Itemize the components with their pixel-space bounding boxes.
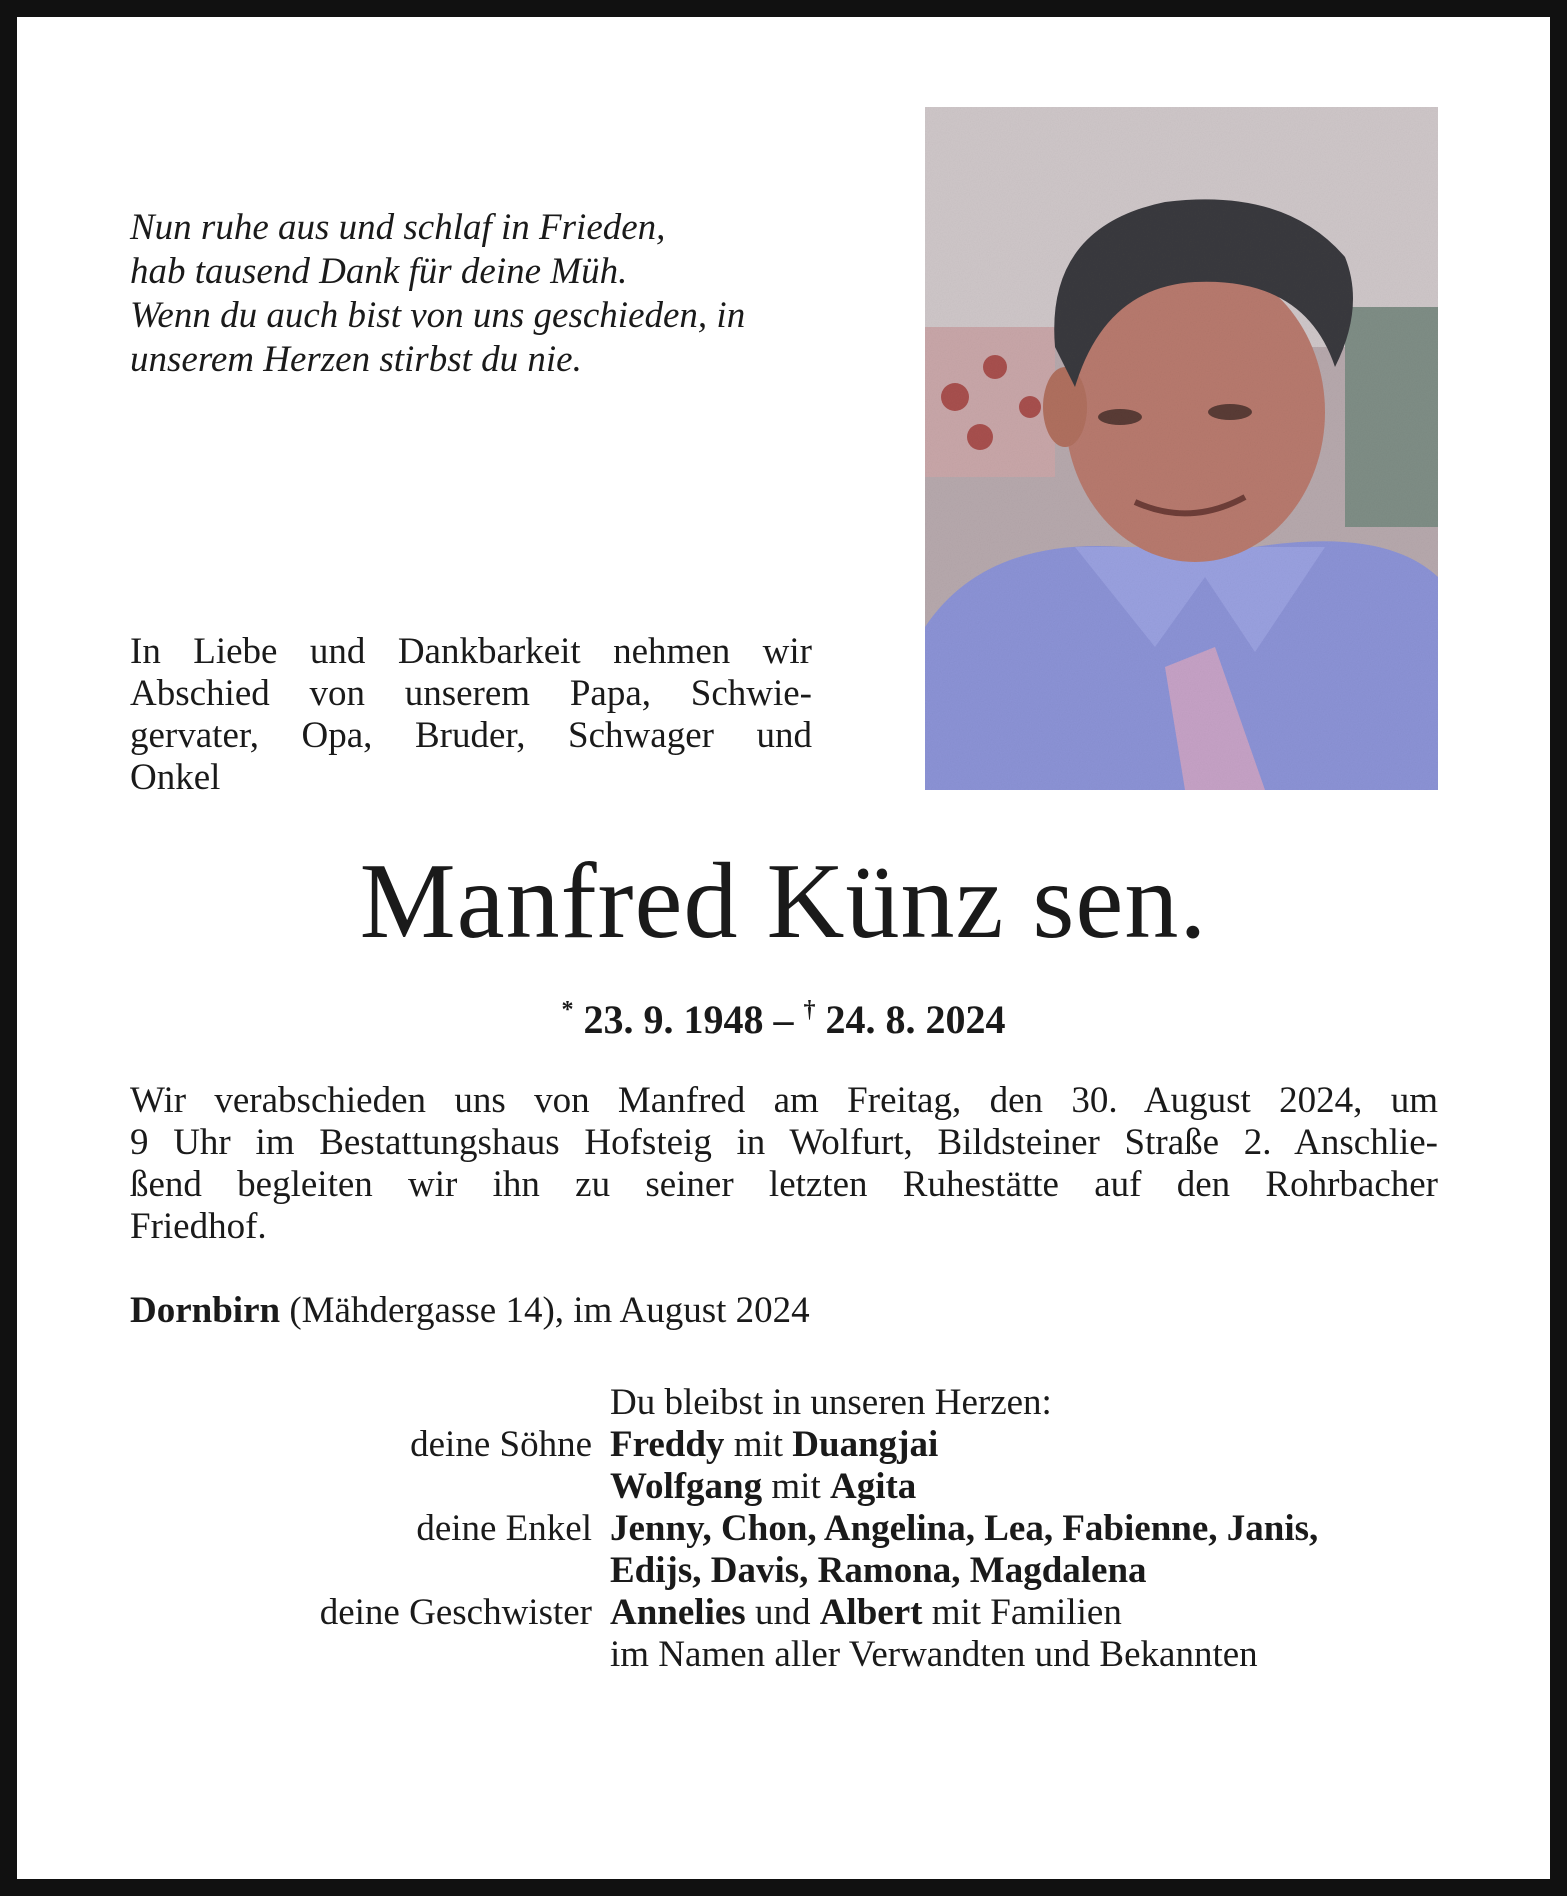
birth-symbol: * xyxy=(561,997,574,1023)
mourners-row xyxy=(130,1592,1438,1634)
death-symbol: † xyxy=(803,997,816,1023)
relation-label: deine Söhne xyxy=(410,1424,592,1465)
service-line: Friedhof. xyxy=(130,1206,267,1247)
mourners-row xyxy=(130,1424,1438,1466)
date-separator: – xyxy=(763,997,804,1042)
mourner-names: Edijs, Davis, Ramona, Magdalena xyxy=(610,1550,1147,1591)
intro-line: Onkel xyxy=(130,757,221,798)
mourner-names: Annelies und Albert mit Familien xyxy=(610,1592,1122,1633)
service-line: ßend begleiten wir ihn zu seiner letzten Ruhestätte auf den Rohrbacher xyxy=(130,1164,1438,1205)
mourners-heading: Du bleibst in unseren Herzen: xyxy=(610,1382,1052,1423)
place-city: Dornbirn xyxy=(130,1290,281,1331)
verse-line: Nun ruhe aus und schlaf in Frieden, xyxy=(130,207,666,248)
mourners-row xyxy=(130,1508,1438,1550)
mourners-row xyxy=(130,1634,1438,1676)
verse-line: unserem Herzen stirbst du nie. xyxy=(130,339,582,380)
birth-date: 23. 9. 1948 xyxy=(583,997,764,1042)
life-dates xyxy=(0,987,1567,1043)
farewell-intro xyxy=(130,631,812,799)
intro-line: gervater, Opa, Bruder, Schwager und xyxy=(130,715,812,756)
place-and-date xyxy=(130,1290,1330,1332)
portrait-illustration xyxy=(925,107,1438,790)
mourners-list xyxy=(130,1382,1438,1676)
verse-line: Wenn du auch bist von uns geschieden, in xyxy=(130,295,746,336)
mourners-closing: im Namen aller Verwandten und Bekannten xyxy=(610,1634,1258,1675)
service-line: Wir verabschieden uns von Manfred am Freitag, den 30. August 2024, um xyxy=(130,1080,1438,1121)
deceased-name: Manfred Künz sen. xyxy=(359,842,1208,961)
mourner-names: Wolfgang mit Agita xyxy=(610,1466,917,1507)
place-details: (Mähdergasse 14), im August 2024 xyxy=(280,1290,810,1331)
intro-line: In Liebe und Dankbarkeit nehmen wir xyxy=(130,631,812,672)
relation-label: deine Enkel xyxy=(416,1508,592,1549)
service-line: 9 Uhr im Bestattungshaus Hofsteig in Wolfurt, Bildsteiner Straße 2. Anschlie- xyxy=(130,1122,1438,1163)
portrait-photo xyxy=(925,107,1438,790)
mourner-names: Jenny, Chon, Angelina, Lea, Fabienne, Janis, xyxy=(610,1508,1319,1549)
mourners-row xyxy=(130,1466,1438,1508)
mourners-heading-row xyxy=(130,1382,1438,1424)
death-date: 24. 8. 2024 xyxy=(825,997,1006,1042)
intro-line: Abschied von unserem Papa, Schwie- xyxy=(130,673,812,714)
verse-line: hab tausend Dank für deine Müh. xyxy=(130,251,628,292)
funeral-service-text xyxy=(130,1080,1438,1248)
mourners-row xyxy=(130,1550,1438,1592)
relation-label: deine Geschwister xyxy=(319,1592,592,1633)
mourner-names: Freddy mit Duangjai xyxy=(610,1424,939,1465)
memorial-verse xyxy=(130,206,830,382)
